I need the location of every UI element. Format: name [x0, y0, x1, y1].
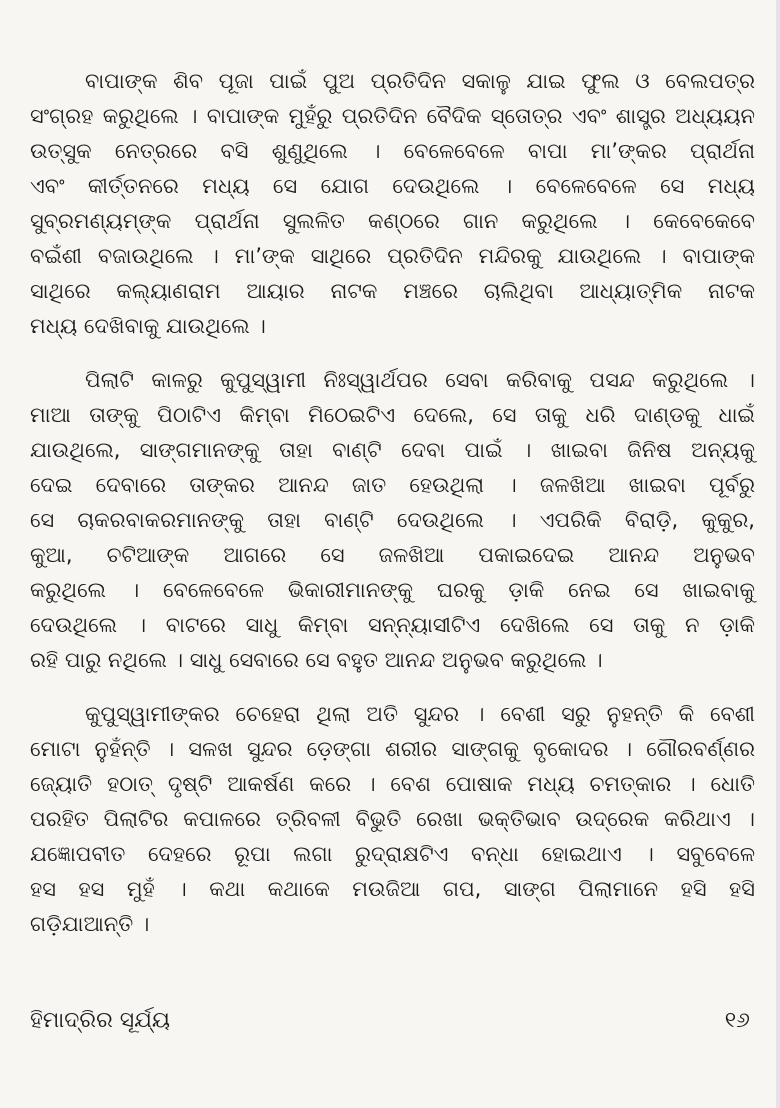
text-line: ଜ୍ୟୋତି ହଠାତ୍ ଦୃଷ୍ଟି ଆକର୍ଷଣ କରେ । ବେଶ ପୋଷାକ ମଧ୍ୟ ଚମତ୍କାର । ଧୋତି: [30, 772, 755, 796]
text-line: ସାଥିରେ କଲ୍ୟାଣରାମ ଆୟାର ନାଟକ ମଞ୍ଚରେ ଚାଲିଥିବା ଆଧ୍ୟାତ୍ମିକ ନାଟକ: [30, 279, 755, 303]
text-line: ରହି ପାରୁ ନଥିଲେ । ସାଧୁ ସେବାରେ ସେ ବହୁତ ଆନନ୍ଦ ଅନୁଭବ କରୁଥିଲେ ।: [30, 648, 603, 672]
text-line: ଯଜ୍ଞୋପବୀତ ଦେହରେ ରୂପା ଲଗା ରୁଦ୍ରାକ୍ଷଟିଏ ବନ୍ଧା ହୋଇଥାଏ । ସବୁବେଳେ: [30, 842, 755, 866]
page-footer: [30, 1008, 750, 1033]
text-line: ଗଡ଼ିଯାଆନ୍ତି ।: [30, 912, 150, 936]
paragraph: [30, 363, 755, 678]
text-line: ଉତ୍ସୁକ ନେତ୍ରରେ ବସି ଶୁଣୁଥିଲେ । ବେଳେବେଳେ ବାପା ମା’ଙ୍କର ପ୍ରାର୍ଥନା: [30, 139, 755, 163]
text-line: ଦେଉଥିଲେ । ବାଟରେ ସାଧୁ କିମ୍ବା ସନ୍ନ୍ୟାସୀଟିଏ ଦେଖିଲେ ସେ ତାକୁ ନ ଡ଼ାକି: [30, 613, 755, 637]
text-line: କରୁଥିଲେ । ବେଳେବେଳେ ଭିକାରୀମାନଙ୍କୁ ଘରକୁ ଡ଼ାକି ନେଇ ସେ ଖାଇବାକୁ: [30, 578, 755, 602]
text-line: ସୁବ୍ରମଣ୍ୟମ୍‌ଙ୍କ ପ୍ରାର୍ଥନା ସୁଲଳିତ କଣ୍ଠରେ ଗାନ କରୁଥିଲେ । କେବେକେବେ: [30, 209, 755, 233]
text-line: କୁପୁସ୍ୱାମୀଙ୍କର ଚେହେରା ଥିଲା ଅତି ସୁନ୍ଦର । ବେଶୀ ସରୁ ନୁହନ୍ତି କି ବେଶୀ: [85, 702, 755, 726]
text-line: ପିଲାଟି କାଳରୁ କୁପୁସ୍ୱାମୀ ନିଃସ୍ୱାର୍ଥପର ସେବା କରିବାକୁ ପସନ୍ଦ କରୁଥିଲେ ।: [85, 368, 755, 392]
text-line: ବଇଁଶୀ ବଜାଉଥିଲେ । ମା’ଙ୍କ ସାଥିରେ ପ୍ରତିଦିନ ମନ୍ଦିରକୁ ଯାଉଥିଲେ । ବାପାଙ୍କ: [30, 244, 755, 268]
paragraph: [30, 64, 755, 344]
text-line: ହସ ହସ ମୁହଁ । କଥା କଥାକେ ମଉଜିଆ ଗପ, ସାଙ୍ଗ ପିଲାମାନେ ହସି ହସି: [30, 877, 755, 901]
text-line: ମାଆ ତାଙ୍କୁ ପିଠାଟିଏ କିମ୍ବା ମିଠେଇଟିଏ ଦେଲେ, ସେ ତାକୁ ଧରି ଦାଣ୍ଡକୁ ଧାଇଁ: [30, 403, 755, 427]
text-line: ମୋଟା ନୁହଁନ୍ତି । ସଳଖ ସୁନ୍ଦର ଡ଼େଙ୍ଗା ଶରୀର ସାଙ୍ଗକୁ ବୃକୋଦର । ଗୌରବର୍ଣ୍ଣର: [30, 737, 755, 761]
text-line: ମଧ୍ୟ ଦେଖିବାକୁ ଯାଉଥିଲେ ।: [30, 314, 266, 338]
paragraph: [30, 697, 755, 942]
text-line: ସେ ଚାକରବାକରମାନଙ୍କୁ ତାହା ବାଣ୍ଟି ଦେଉଥିଲେ । ଏପରିକି ବିରାଡ଼ି, କୁକୁର,: [30, 508, 755, 532]
text-line: ବାପାଙ୍କ ଶିବ ପୂଜା ପାଇଁ ପୁଅ ପ୍ରତିଦିନ ସକାଳୁ ଯାଇ ଫୁଲ ଓ ବେଲପତ୍ର: [85, 69, 755, 93]
text-line: ଯାଉଥିଲେ, ସାଙ୍ଗମାନଙ୍କୁ ତାହା ବାଣ୍ଟି ଦେବା ପାଇଁ । ଖାଇବା ଜିନିଷ ଅନ୍ୟକୁ: [30, 438, 755, 462]
text-line: ସଂଗ୍ରହ କରୁଥିଲେ । ବାପାଙ୍କ ମୁହଁରୁ ପ୍ରତିଦିନ ବୈଦିକ ସ୍ତୋତ୍ର ଏବଂ ଶାସ୍ତ୍ର ଅଧ୍ୟୟନ: [30, 104, 755, 128]
text-line: ଦେଇ ଦେବାରେ ତାଙ୍କର ଆନନ୍ଦ ଜାତ ହେଉଥିଲା । ଜଳଖିଆ ଖାଇବା ପୂର୍ବରୁ: [30, 473, 755, 497]
body-text: [30, 64, 755, 942]
page-number: ୧୬: [724, 1008, 750, 1033]
text-line: କୁଆ, ଚଟିଆଙ୍କ ଆଗରେ ସେ ଜଳଖିଆ ପକାଇଦେଇ ଆନନ୍ଦ ଅନୁଭବ: [30, 543, 755, 567]
book-title: ହିମାଦ୍ରିର ସୂର୍ଯ୍ୟ: [30, 1008, 171, 1033]
text-line: ପରହିତ ପିଲାଟିର କପାଳରେ ତ୍ରିବଳୀ ବିଭୁତି ରେଖା ଭକ୍ତିଭାବ ଉଦ୍ରେକ କରିଥାଏ ।: [30, 807, 755, 831]
page-edge: [776, 0, 780, 1108]
text-line: ଏବଂ କୀର୍ତ୍ତନରେ ମଧ୍ୟ ସେ ଯୋଗ ଦେଉଥିଲେ । ବେଳେବେଳେ ସେ ମଧ୍ୟ: [30, 174, 755, 198]
